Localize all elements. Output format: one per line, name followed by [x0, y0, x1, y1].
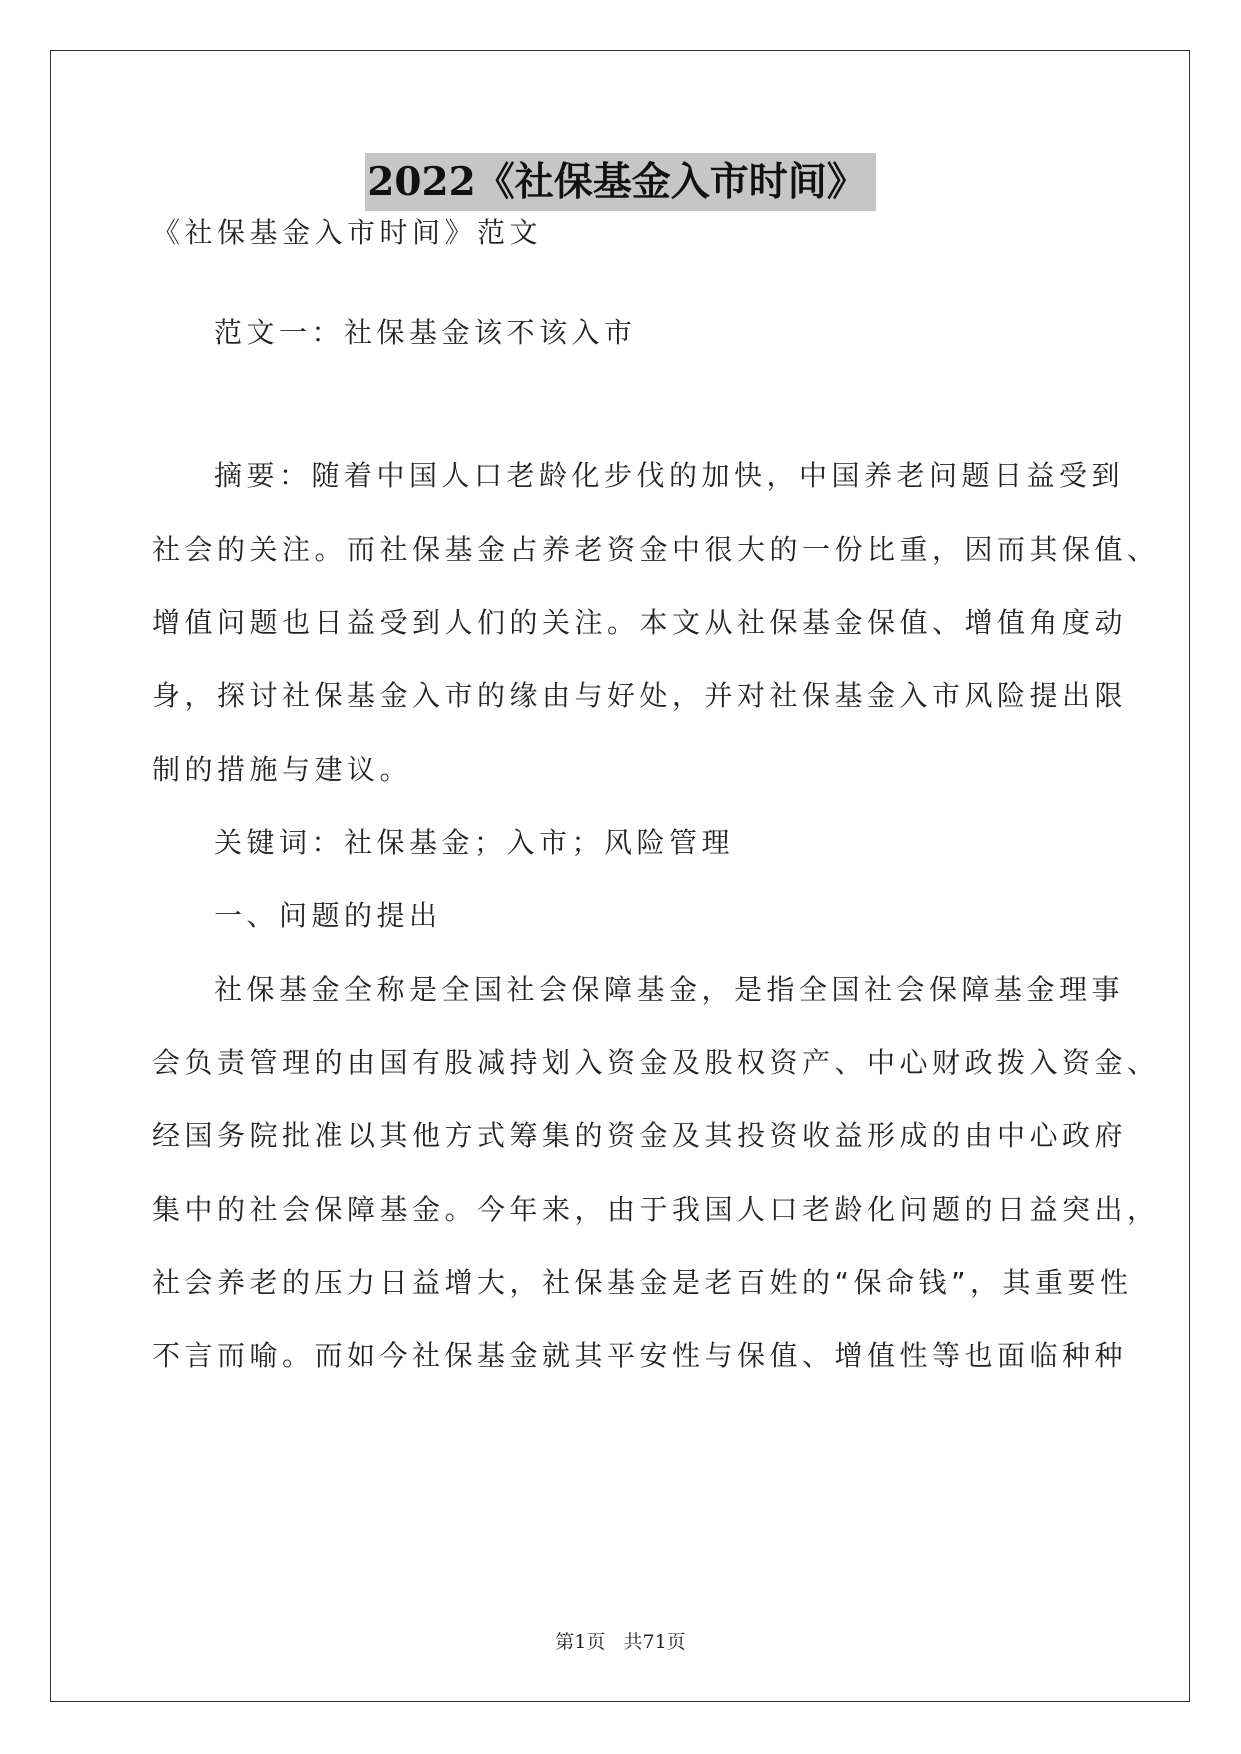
document-title: 2022《社保基金入市时间》: [365, 153, 876, 211]
section-one-heading: 一、问题的提出: [214, 899, 442, 932]
body-line: 不言而喻。而如今社保基金就其平安性与保值、增值性等也面临种种: [152, 1339, 1128, 1372]
page-number-footer: 第1页 共71页: [555, 1631, 686, 1653]
body-line: 社保基金全称是全国社会保障基金，是指全国社会保障基金理事: [214, 973, 1125, 1006]
abstract-line: 制的措施与建议。: [152, 753, 413, 786]
body-line: 会负责管理的由国有股减持划入资金及股权资产、中心财政拨入资金、: [152, 1046, 1160, 1079]
body-line: 社会养老的压力日益增大，社保基金是老百姓的“保命钱”，其重要性: [152, 1266, 1133, 1299]
body-line: 经国务院批准以其他方式筹集的资金及其投资收益形成的由中心政府: [152, 1119, 1128, 1152]
keywords-line: 关键词：社保基金；入市；风险管理: [214, 826, 735, 859]
abstract-line: 身，探讨社保基金入市的缘由与好处，并对社保基金入市风险提出限: [152, 679, 1128, 712]
abstract-line: 社会的关注。而社保基金占养老资金中很大的一份比重，因而其保值、: [152, 533, 1160, 566]
body-line: 集中的社会保障基金。今年来，由于我国人口老龄化问题的日益突出，: [152, 1193, 1160, 1226]
section-heading: 范文一：社保基金该不该入市: [214, 316, 637, 349]
page-border: [50, 50, 1190, 1702]
title-container: [0, 153, 1241, 211]
abstract-line: 增值问题也日益受到人们的关注。本文从社保基金保值、增值角度动: [152, 606, 1128, 639]
abstract-line: 摘要：随着中国人口老龄化步伐的加快，中国养老问题日益受到: [214, 459, 1125, 492]
document-subtitle: 《社保基金入市时间》范文: [152, 216, 543, 249]
